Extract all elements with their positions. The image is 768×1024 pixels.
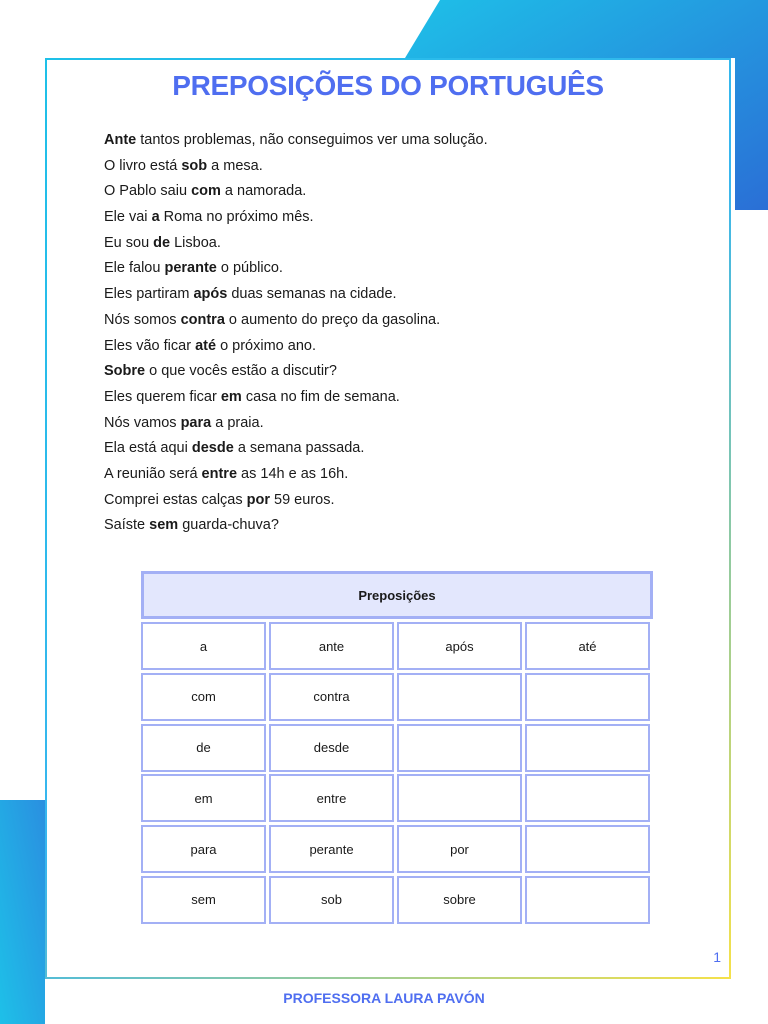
table-cell: de xyxy=(141,724,266,772)
table-cell xyxy=(525,724,650,772)
table-row xyxy=(141,876,653,924)
sentence-preposition: até xyxy=(195,337,217,354)
sentence-preposition: contra xyxy=(180,311,225,328)
sentence-text-after: a praia. xyxy=(211,414,264,431)
sentence-text-before: Ele vai xyxy=(104,209,152,226)
table-header: Preposições xyxy=(141,571,653,619)
sentence xyxy=(104,282,704,308)
sentence-preposition: após xyxy=(193,286,228,303)
sentence-text-before: Eles querem ficar xyxy=(104,388,221,405)
table-cell xyxy=(525,673,650,721)
sentence-text-after: casa no fim de semana. xyxy=(241,388,400,405)
sentence xyxy=(104,256,704,282)
table-cell: até xyxy=(525,622,650,670)
sentence xyxy=(104,308,704,334)
sentence-text-after: Roma no próximo mês. xyxy=(159,209,314,226)
sentence-text-after: a semana passada. xyxy=(233,440,365,457)
table-cell xyxy=(525,825,650,873)
sentence-text-after: o próximo ano. xyxy=(216,337,316,354)
sentence-text-after: 59 euros. xyxy=(270,491,335,508)
sentence-text-before: Comprei estas calças xyxy=(104,491,247,508)
sentence-preposition: de xyxy=(153,234,171,251)
sentence-text-before: Ela está aqui xyxy=(104,440,192,457)
sentence-preposition: por xyxy=(246,491,270,508)
table-cell: para xyxy=(141,825,266,873)
table-cell xyxy=(525,876,650,924)
sentence xyxy=(104,385,704,411)
sentence xyxy=(104,488,704,514)
sentence xyxy=(104,334,704,360)
sentence-text-after: tantos problemas, não conseguimos ver uma solução. xyxy=(136,132,488,148)
sentence xyxy=(104,205,704,231)
sentence-preposition: sem xyxy=(149,517,179,534)
table-cell xyxy=(397,724,522,772)
sentence-text-before: O Pablo saiu xyxy=(104,183,192,200)
sentence-text-before: Eu sou xyxy=(104,234,154,251)
table-row xyxy=(141,774,653,822)
table-cell: por xyxy=(397,825,522,873)
table-row xyxy=(141,622,653,670)
sentence xyxy=(104,462,704,488)
table-cell: perante xyxy=(269,825,394,873)
table-cell xyxy=(397,774,522,822)
table-cell: sobre xyxy=(397,876,522,924)
sentence xyxy=(104,513,704,539)
sentence-preposition: Ante xyxy=(104,132,137,148)
sentence-preposition: sob xyxy=(181,157,208,174)
table-cell: entre xyxy=(269,774,394,822)
table-cell: após xyxy=(397,622,522,670)
sentence-text-before: Ele falou xyxy=(104,260,165,277)
sentence xyxy=(104,411,704,437)
sentence xyxy=(104,128,704,154)
table-cell: sem xyxy=(141,876,266,924)
sentence-text-before: Nós somos xyxy=(104,311,181,328)
sentence-preposition: para xyxy=(180,414,212,431)
sentence-text-before: Nós vamos xyxy=(104,414,181,431)
worksheet-page xyxy=(45,58,731,979)
footer-author: PROFESSORA LAURA PAVÓN xyxy=(283,990,485,1006)
sentence xyxy=(104,231,704,257)
sentence-text-after: o que vocês estão a discutir? xyxy=(145,363,337,380)
prepositions-table xyxy=(141,571,653,927)
page-title: PREPOSIÇÕES DO PORTUGUÊS xyxy=(172,70,604,101)
sentence-text-after: Lisboa. xyxy=(170,234,221,251)
sentence-text-before: Eles vão ficar xyxy=(104,337,196,354)
sentence xyxy=(104,359,704,385)
table-row xyxy=(141,673,653,721)
table-body xyxy=(141,622,653,924)
table-cell: em xyxy=(141,774,266,822)
sentence-preposition: a xyxy=(151,209,160,226)
table-cell xyxy=(525,774,650,822)
sentence-preposition: com xyxy=(191,183,221,200)
sentence xyxy=(104,179,704,205)
table-cell: a xyxy=(141,622,266,670)
sentence-text-after: a namorada. xyxy=(220,183,307,200)
sentence-preposition: entre xyxy=(201,465,238,482)
sentence xyxy=(104,436,704,462)
table-cell: sob xyxy=(269,876,394,924)
sentence-preposition: desde xyxy=(191,440,234,457)
table-cell: ante xyxy=(269,622,394,670)
sentence-text-before: Eles partiram xyxy=(104,286,194,303)
sentence-preposition: perante xyxy=(164,260,217,277)
table-row xyxy=(141,724,653,772)
example-sentences-list xyxy=(104,128,704,539)
table-cell: desde xyxy=(269,724,394,772)
sentence xyxy=(104,154,704,180)
sentence-text-after: duas semanas na cidade. xyxy=(227,286,397,303)
sentence-text-after: o aumento do preço da gasolina. xyxy=(224,311,441,328)
sentence-text-after: a mesa. xyxy=(207,157,263,174)
sentence-text-before: A reunião será xyxy=(104,465,202,482)
sentence-text-after: as 14h e as 16h. xyxy=(237,465,349,482)
page-number: 1 xyxy=(713,949,721,965)
sentence-text-before: Saíste xyxy=(104,517,150,534)
sentence-preposition: Sobre xyxy=(104,363,146,380)
sentence-text-after: guarda-chuva? xyxy=(178,517,279,534)
sentence-text-after: o público. xyxy=(216,260,283,277)
table-cell: contra xyxy=(269,673,394,721)
table-row xyxy=(141,825,653,873)
table-cell: com xyxy=(141,673,266,721)
sentence-preposition: em xyxy=(220,388,242,405)
sentence-text-before: O livro está xyxy=(104,157,182,174)
table-cell xyxy=(397,673,522,721)
